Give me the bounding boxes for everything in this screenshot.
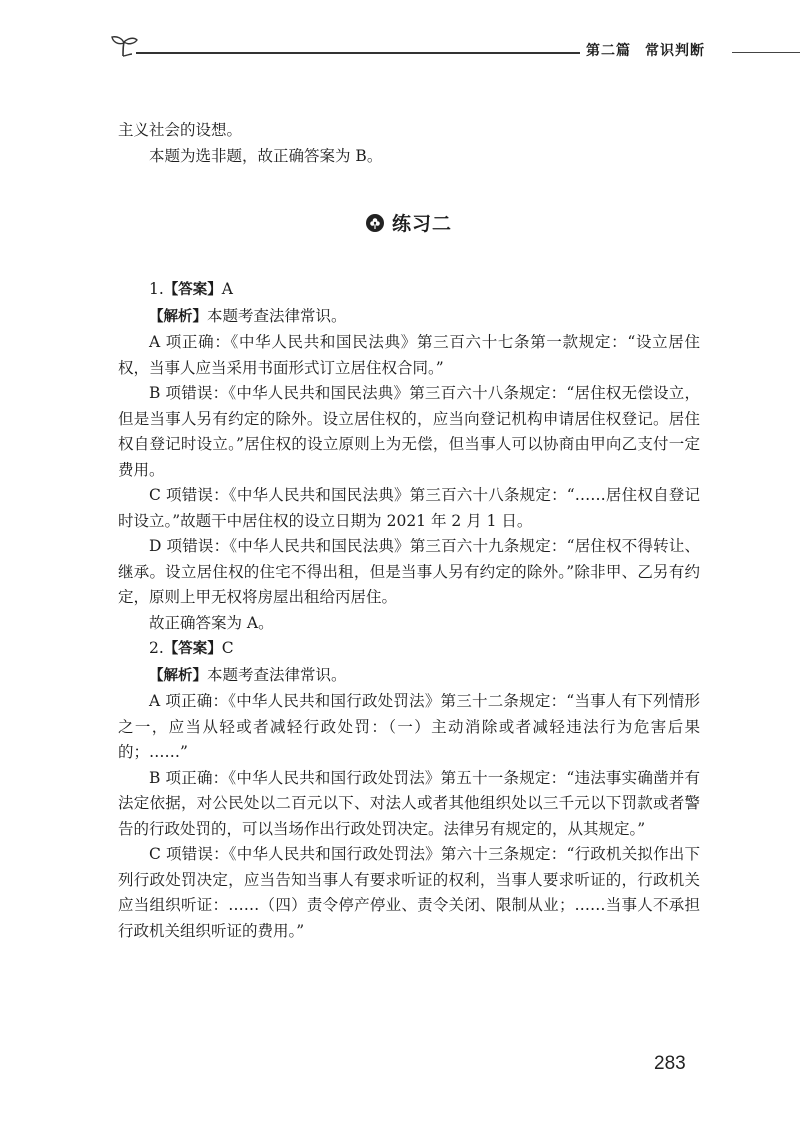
q2-option-b: B 项正确：《中华人民共和国行政处罚法》第五十一条规定：“违法事实确凿并有法定依据，对公民处以二百元以下、对法人或者其他组织处以三千元以下罚款或者警告的行政处罚的，可以当场作出行政处罚决定。法律另有规定的，从其规定。” bbox=[118, 768, 700, 838]
q2-analysis-label: 【解析】 bbox=[149, 667, 207, 684]
q2-number: 2. bbox=[149, 639, 164, 657]
q1-number: 1. bbox=[149, 280, 164, 298]
exercise-title-text: 练习二 bbox=[391, 213, 452, 235]
q1-option-a: A 项正确：《中华人民共和国民法典》第三百六十七条第一款规定：“设立居住权，当事人应当采用书面形式订立居住权合同。” bbox=[118, 333, 700, 377]
header-rule-left bbox=[136, 52, 580, 54]
q2-option-c: C 项错误：《中华人民共和国行政处罚法》第六十三条规定：“行政机关拟作出下列行政处罚决定，应当告知当事人有要求听证的权利，当事人要求听证的，行政机关应当组织听证：……（四）责令停产停业、责令关闭、限制从业；……当事人不承担行政机关组织听证的费用。” bbox=[118, 845, 700, 940]
q1-answer-label: 【答案】 bbox=[163, 282, 222, 298]
q1-option-d: D 项错误：《中华人民共和国民法典》第三百六十九条规定：“居住权不得转让、继承。设立居住权的住宅不得出租，但是当事人另有约定的除外。”除非甲、乙另有约定，原则上甲无权将房屋出租给丙居住。 bbox=[118, 537, 700, 606]
header-rule-right bbox=[732, 52, 800, 53]
q1-option-b: B 项错误：《中华人民共和国民法典》第三百六十八条规定：“居住权无偿设立，但是当事人另有约定的除外。设立居住权的，应当向登记机构申请居住权登记。居住权自登记时设立。”居住权的设立原则上为无偿，但当事人可以协商由甲向乙支付一定费用。 bbox=[118, 384, 700, 479]
header-part: 第二篇 bbox=[586, 43, 631, 59]
q1-answer: A bbox=[221, 280, 233, 298]
q1-analysis-line bbox=[118, 304, 700, 331]
page-number: 283 bbox=[654, 1053, 686, 1074]
header-section-title bbox=[586, 40, 705, 60]
q1-conclusion: 故正确答案为 A。 bbox=[149, 613, 274, 632]
q2-answer-label: 【答案】 bbox=[163, 641, 222, 657]
q2-analysis: 本题考查法律常识。 bbox=[207, 665, 347, 684]
q2-answer-line bbox=[118, 636, 700, 663]
flower-badge-icon bbox=[366, 214, 384, 232]
q1-answer-line bbox=[118, 277, 700, 304]
header-subject: 常识判断 bbox=[645, 43, 705, 59]
page-body bbox=[118, 118, 700, 944]
intro-conclusion: 本题为选非题，故正确答案为 B。 bbox=[149, 146, 383, 165]
q1-analysis: 本题考查法律常识。 bbox=[207, 306, 347, 325]
sprout-icon bbox=[110, 32, 140, 62]
exercise-title bbox=[118, 211, 700, 237]
intro-continuation: 主义社会的设想。 bbox=[118, 121, 243, 139]
q2-answer: C bbox=[221, 639, 234, 657]
q1-option-c: C 项错误：《中华人民共和国民法典》第三百六十八条规定：“……居住权自登记时设立。”故题干中居住权的设立日期为 2021 年 2 月 1 日。 bbox=[118, 486, 700, 530]
q2-analysis-line bbox=[118, 663, 700, 690]
q2-option-a: A 项正确：《中华人民共和国行政处罚法》第三十二条规定：“当事人有下列情形之一，应当从轻或者减轻行政处罚：（一）主动消除或者减轻违法行为危害后果的；……” bbox=[118, 692, 700, 761]
q1-analysis-label: 【解析】 bbox=[149, 308, 207, 325]
running-header bbox=[110, 30, 720, 70]
